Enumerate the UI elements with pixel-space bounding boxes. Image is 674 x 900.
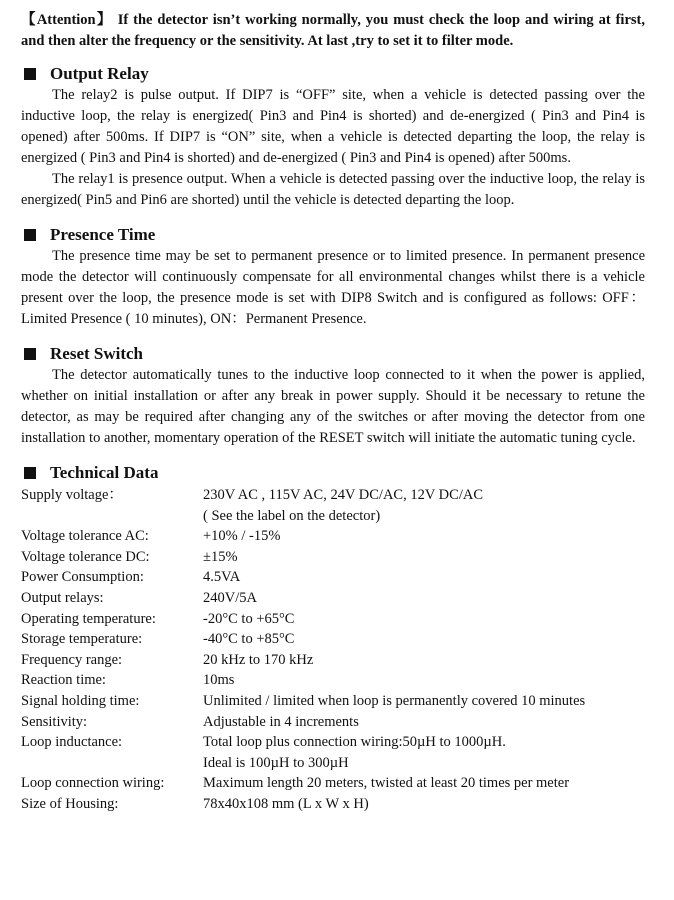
- attention-text: If the detector isn’t working normally, you must check the loop and wiring at first, and then alter the frequency or the sensitivity. At last ,try to set it to filter mode.: [21, 12, 645, 49]
- spec-row: [21, 650, 585, 671]
- spec-label: Frequency range:: [21, 651, 123, 668]
- spec-label: Voltage tolerance AC:: [21, 528, 149, 545]
- spec-value: [203, 732, 585, 773]
- spec-row: [21, 670, 585, 691]
- spec-label: Loop connection wiring:: [21, 775, 165, 792]
- spec-row: [21, 629, 585, 650]
- spec-value: [203, 485, 585, 526]
- spec-label: Sensitivity:: [21, 713, 88, 730]
- section-heading-technical-data: [21, 463, 645, 483]
- technical-data-table: [21, 485, 585, 815]
- spec-value: [203, 629, 585, 650]
- attention-note: [21, 10, 645, 52]
- spec-value-line: ±15%: [203, 548, 238, 565]
- document-page: [21, 10, 645, 829]
- section-title: Reset Switch: [50, 344, 144, 363]
- spec-value-line: Ideal is 100µH to 300µH: [203, 754, 349, 771]
- technical-data-section: [21, 463, 645, 815]
- spec-value: [203, 650, 585, 671]
- section-heading-output-relay: [21, 64, 645, 84]
- spec-label: Output relays:: [21, 589, 104, 606]
- spec-value-line: 20 kHz to 170 kHz: [203, 651, 314, 668]
- spec-value: [203, 567, 585, 588]
- spec-row: [21, 485, 585, 526]
- spec-label: Loop inductance:: [21, 734, 123, 751]
- spec-value-line: 4.5VA: [203, 569, 241, 586]
- spec-label: Supply voltage：: [21, 487, 123, 503]
- section-title: Output Relay: [50, 64, 149, 83]
- spec-value: [203, 526, 585, 547]
- output-relay-section: [21, 64, 645, 211]
- paragraph: The presence time may be set to permanent presence or to limited presence. In permanent presence mode the detector will continuously compensate for all environmental changes whilst there is a vehicle present over the loop, the presence mode is set with DIP8 Switch and is configured as follows: OFF：Limited Presence ( 10 minutes), ON：Permanent Presence.: [21, 248, 645, 327]
- spec-value-line: Adjustable in 4 increments: [203, 713, 359, 730]
- spec-row: [21, 773, 585, 794]
- spec-value-line: 240V/5A: [203, 589, 257, 606]
- spec-value-line: +10% / -15%: [203, 528, 281, 545]
- presence-time-section: [21, 225, 645, 330]
- spec-label: Power Consumption:: [21, 569, 144, 586]
- spec-row: [21, 732, 585, 773]
- section-heading-presence-time: [21, 225, 645, 245]
- spec-value-line: Maximum length 20 meters, twisted at least 20 times per meter: [203, 775, 570, 792]
- spec-value-line: Total loop plus connection wiring:50µH to 1000µH.: [203, 734, 506, 751]
- spec-row: [21, 691, 585, 712]
- square-bullet-icon: [24, 348, 36, 360]
- spec-value: [203, 773, 585, 794]
- square-bullet-icon: [24, 467, 36, 479]
- paragraph: The relay2 is pulse output. If DIP7 is “OFF” site, when a vehicle is detected passing over the inductive loop, the relay is energized( Pin3 and Pin4 is shorted) and de-energized ( Pin3 and Pin4 is opened) after 500ms. If DIP7 is “ON” site, when a vehicle is detected departing the loop, the relay is energized ( Pin3 and Pin4 is shorted) and de-energized ( Pin3 and Pin4 is opened) after 500ms.: [21, 87, 645, 166]
- spec-row: [21, 609, 585, 630]
- spec-value: [203, 794, 585, 815]
- spec-row: [21, 712, 585, 733]
- spec-value-line: 78x40x108 mm (L x W x H): [203, 795, 369, 812]
- square-bullet-icon: [24, 68, 36, 80]
- paragraph: The relay1 is presence output. When a vehicle is detected passing over the inductive loop, the relay is energized( Pin5 and Pin6 are shorted) until the vehicle is detected departing the loop.: [21, 171, 645, 208]
- spec-value-line: ( See the label on the detector): [203, 507, 381, 524]
- spec-value-line: -20°C to +65°C: [203, 610, 295, 627]
- spec-label: Reaction time:: [21, 672, 106, 689]
- attention-tag: 【Attention】: [21, 12, 113, 28]
- spec-row: [21, 794, 585, 815]
- spec-label: Size of Housing:: [21, 795, 119, 812]
- section-title: Technical Data: [50, 463, 159, 482]
- spec-value: [203, 547, 585, 568]
- spec-row: [21, 526, 585, 547]
- spec-value: [203, 588, 585, 609]
- spec-value-line: Unlimited / limited when loop is permanently covered 10 minutes: [203, 692, 586, 709]
- square-bullet-icon: [24, 229, 36, 241]
- spec-value-line: 230V AC , 115V AC, 24V DC/AC, 12V DC/AC: [203, 487, 483, 503]
- spec-row: [21, 547, 585, 568]
- spec-value-line: 10ms: [203, 672, 235, 689]
- spec-label: Operating temperature:: [21, 610, 156, 627]
- spec-value: [203, 712, 585, 733]
- spec-label: Storage temperature:: [21, 631, 143, 648]
- reset-switch-section: [21, 344, 645, 449]
- spec-row: [21, 567, 585, 588]
- section-title: Presence Time: [50, 225, 156, 244]
- paragraph: The detector automatically tunes to the inductive loop connected to it when the power is applied, whether on initial installation or after any break in power supply. Should it be necessary to retune the detector, as may be required after changing any of the switches or after moving the detector from one installation to another, momentary operation of the RESET switch will initiate the automatic tuning cycle.: [21, 367, 645, 446]
- spec-row: [21, 588, 585, 609]
- section-heading-reset-switch: [21, 344, 645, 364]
- spec-label: Signal holding time:: [21, 692, 140, 709]
- spec-label: Voltage tolerance DC:: [21, 548, 150, 565]
- spec-value-line: -40°C to +85°C: [203, 631, 295, 648]
- spec-value: [203, 609, 585, 630]
- spec-value: [203, 670, 585, 691]
- spec-value: [203, 691, 585, 712]
